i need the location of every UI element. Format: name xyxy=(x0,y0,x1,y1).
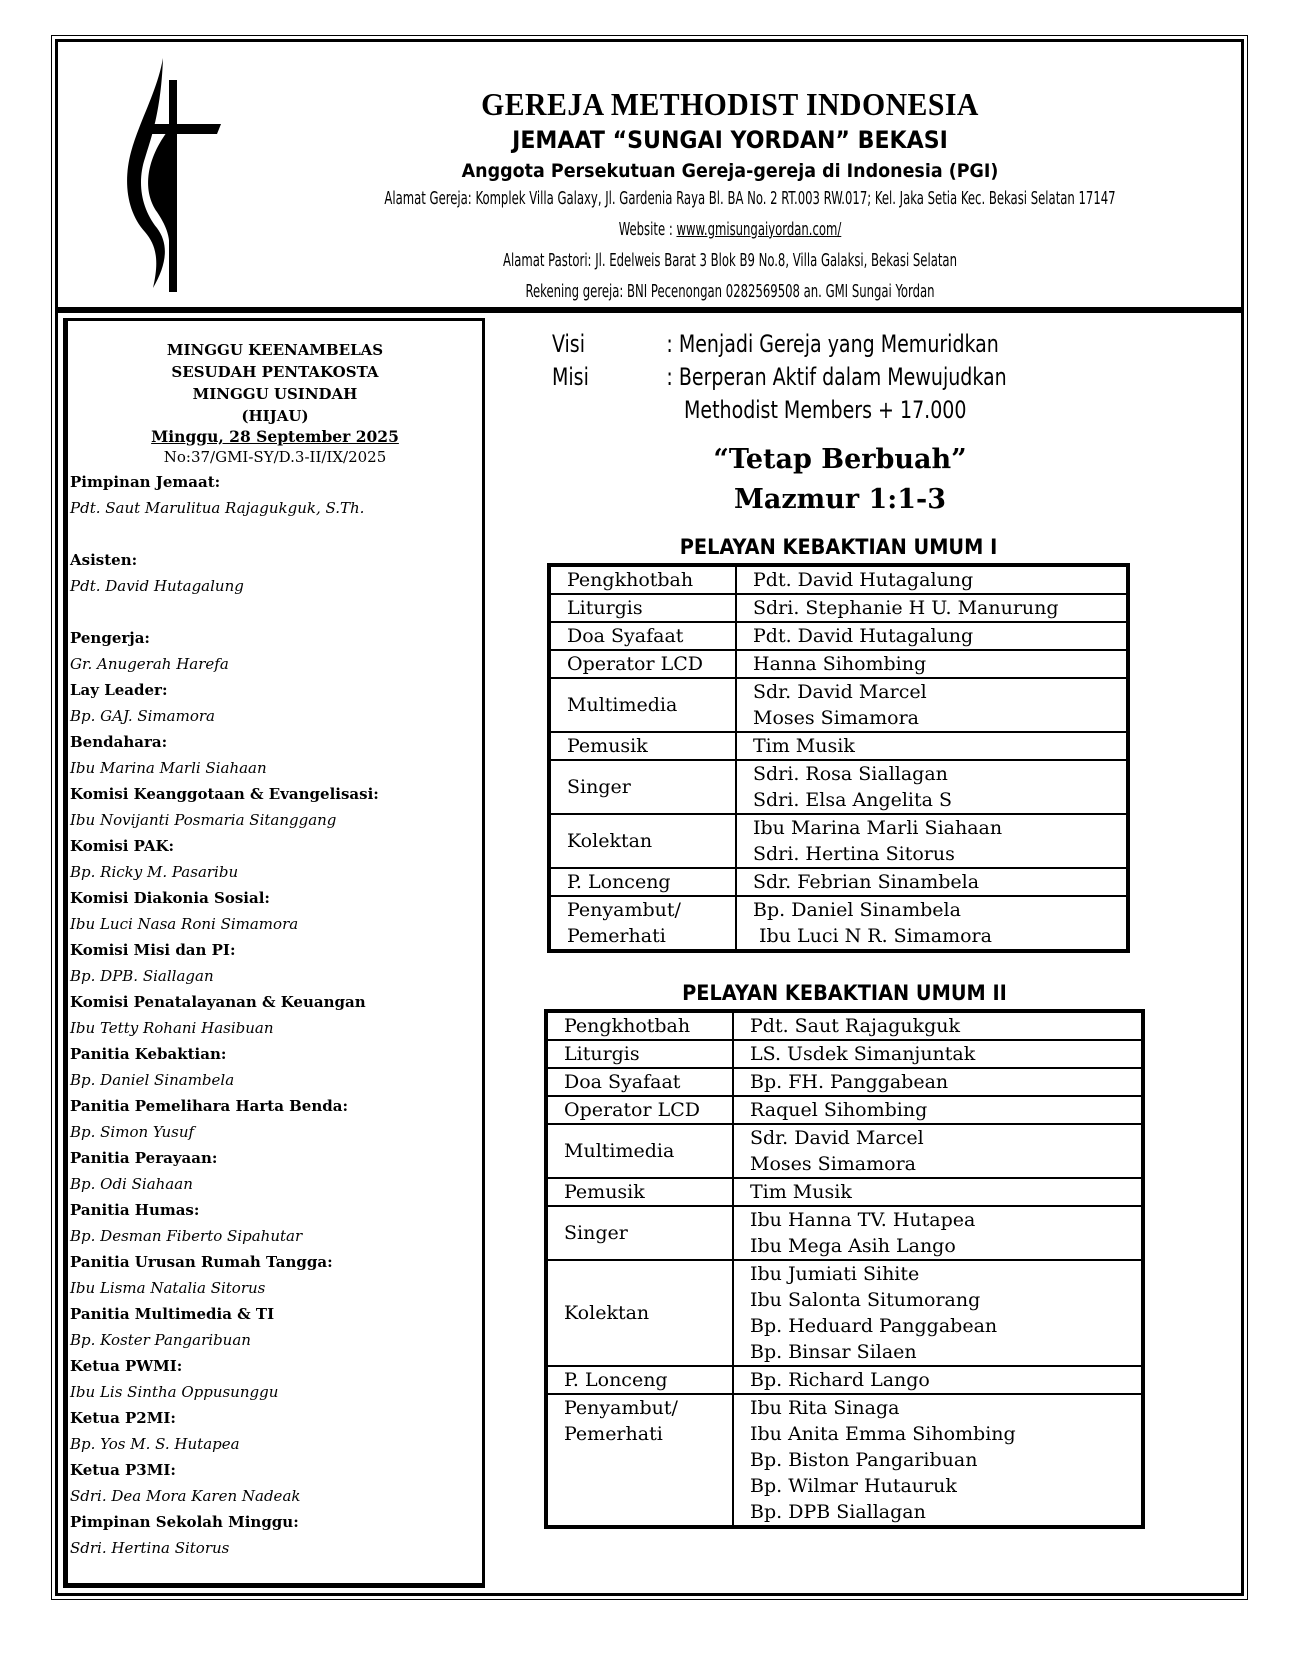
week-line: MINGGU KEENAMBELAS xyxy=(166,341,384,359)
officer-name: Bp. DPB. Siallagan xyxy=(70,967,214,985)
servant-name: Tim Musik xyxy=(753,735,855,757)
names-cell xyxy=(733,1206,1143,1260)
mission-text: : Berperan Aktif dalam Mewujudkan xyxy=(666,363,1007,391)
service-1-table xyxy=(547,563,1130,953)
officer-role: Panitia Multimedia & TI xyxy=(70,1305,275,1323)
role-cell xyxy=(546,1040,733,1068)
church-address: Alamat Gereja: Komplek Villa Galaxy, Jl. Gardenia Raya Bl. BA No. 2 RT.003 RW.017; Kel. Jaka Setia Kec. Bekasi Selatan 17147 xyxy=(384,188,1116,209)
names-cell xyxy=(733,1068,1143,1096)
servant-name: Moses Simamora xyxy=(750,1153,916,1175)
role-label: Pengkhotbah xyxy=(564,1015,691,1037)
servant-name: Ibu Luci N R. Simamora xyxy=(753,925,992,947)
servant-name: Tim Musik xyxy=(750,1181,852,1203)
role-cell xyxy=(549,650,736,678)
liturgical-week xyxy=(68,339,482,427)
role-label: Doa Syafaat xyxy=(567,625,684,647)
officer-name: Bp. Daniel Sinambela xyxy=(70,1071,235,1089)
service-2-table xyxy=(544,1009,1145,1529)
officers-sidebar xyxy=(63,318,485,1588)
servant-name: Sdr. Febrian Sinambela xyxy=(753,871,980,893)
role-label: Kolektan xyxy=(564,1302,650,1324)
officer-name: Bp. Odi Siahaan xyxy=(70,1175,193,1193)
role-cell xyxy=(546,1096,733,1124)
servant-name: Pdt. Saut Rajagukguk xyxy=(750,1015,961,1037)
names-cell xyxy=(733,1366,1143,1394)
vision-text: : Menjadi Gereja yang Memuridkan xyxy=(666,330,999,358)
role-label: P. Lonceng xyxy=(567,871,671,893)
officer-name: Gr. Anugerah Harefa xyxy=(70,655,229,673)
role-cell xyxy=(546,1366,733,1394)
names-cell xyxy=(736,650,1128,678)
table-row xyxy=(546,1394,1143,1527)
names-cell xyxy=(736,868,1128,896)
names-cell xyxy=(733,1096,1143,1124)
mission-text-2: Methodist Members + 17.000 xyxy=(684,396,967,424)
website-line xyxy=(384,219,1075,240)
officer-name: Ibu Lisma Natalia Sitorus xyxy=(70,1279,266,1297)
servant-name: Ibu Hanna TV. Hutapea xyxy=(750,1209,976,1231)
service-1-title: PELAYAN KEBAKTIAN UMUM I xyxy=(679,535,998,559)
week-line: MINGGU USINDAH xyxy=(192,385,358,403)
role-cell xyxy=(549,678,736,732)
role-label: Liturgis xyxy=(564,1043,640,1065)
officer-name: Sdri. Dea Mora Karen Nadeak xyxy=(70,1487,301,1505)
role-cell xyxy=(549,622,736,650)
week-line: SESUDAH PENTAKOSTA xyxy=(171,363,379,381)
servant-name: LS. Usdek Simanjuntak xyxy=(750,1043,976,1065)
officer-role: Ketua P3MI: xyxy=(70,1461,176,1479)
officer-role: Pimpinan Sekolah Minggu: xyxy=(70,1513,299,1531)
officer-role: Komisi Penatalayanan & Keuangan xyxy=(70,993,366,1011)
servant-name: Sdr. David Marcel xyxy=(750,1127,924,1149)
officer-role: Ketua PWMI: xyxy=(70,1357,183,1375)
service-2-title: PELAYAN KEBAKTIAN UMUM II xyxy=(682,981,1007,1005)
website-label: Website : xyxy=(618,219,677,240)
role-cell xyxy=(549,814,736,868)
servant-name: Ibu Rita Sinaga xyxy=(750,1397,900,1419)
scripture-reference: Mazmur 1:1-3 xyxy=(733,484,947,515)
sermon-theme: “Tetap Berbuah” xyxy=(713,444,967,475)
role-label: Pemusik xyxy=(567,735,648,757)
role-cell xyxy=(546,1011,733,1040)
officer-name: Bp. Ricky M. Pasaribu xyxy=(70,863,239,881)
names-cell xyxy=(736,760,1128,814)
role-cell xyxy=(549,565,736,594)
role-cell xyxy=(549,732,736,760)
role-label: Doa Syafaat xyxy=(564,1071,681,1093)
role-cell xyxy=(549,868,736,896)
role-label: P. Lonceng xyxy=(564,1369,668,1391)
officer-name: Ibu Lis Sintha Oppusunggu xyxy=(70,1383,279,1401)
role-label: Singer xyxy=(564,1222,628,1244)
website-link[interactable]: www.gmisungaiyordan.com/ xyxy=(676,219,842,240)
servant-name: Ibu Mega Asih Lango xyxy=(750,1235,956,1257)
names-cell xyxy=(733,1011,1143,1040)
servant-name: Sdri. Elsa Angelita S xyxy=(753,789,953,811)
servant-name: Bp. Biston Pangaribuan xyxy=(750,1449,978,1471)
officer-name: Ibu Luci Nasa Roni Simamora xyxy=(70,915,299,933)
mission-label: Misi xyxy=(552,363,589,391)
officer-role: Bendahara: xyxy=(70,733,168,751)
names-cell xyxy=(733,1124,1143,1178)
names-cell xyxy=(733,1040,1143,1068)
role-cell xyxy=(546,1394,733,1527)
cross-and-flame-icon xyxy=(105,52,235,292)
names-cell xyxy=(736,622,1128,650)
officer-role: Asisten: xyxy=(70,551,138,569)
officer-name: Bp. Koster Pangaribuan xyxy=(70,1331,251,1349)
role-label: Pemerhati xyxy=(567,925,666,947)
bank-account: Rekening gereja: BNI Pecenongan 0282569508 an. GMI Sungai Yordan xyxy=(525,281,935,302)
table-row xyxy=(549,896,1128,951)
officers-list xyxy=(68,469,482,1561)
servant-name: Bp. Binsar Silaen xyxy=(750,1341,917,1363)
servant-name: Bp. DPB Siallagan xyxy=(750,1501,926,1523)
mission-line-2 xyxy=(552,396,966,424)
officer-name: Sdri. Hertina Sitorus xyxy=(70,1539,230,1557)
servant-name: Pdt. David Hutagalung xyxy=(753,569,974,591)
officer-role: Panitia Humas: xyxy=(70,1201,200,1219)
officer-role: Komisi Misi dan PI: xyxy=(70,941,236,959)
servant-name: Ibu Jumiati Sihite xyxy=(750,1263,920,1285)
names-cell xyxy=(736,896,1128,951)
officer-role: Pimpinan Jemaat: xyxy=(70,473,221,491)
role-label: Pemusik xyxy=(564,1181,645,1203)
table-row xyxy=(549,760,1128,814)
servant-name: Sdri. Stephanie H U. Manurung xyxy=(753,597,1059,619)
role-label: Operator LCD xyxy=(564,1099,700,1121)
spacer xyxy=(70,599,482,625)
table-row xyxy=(549,678,1128,732)
officer-role: Pengerja: xyxy=(70,629,150,647)
officer-role: Panitia Urusan Rumah Tangga: xyxy=(70,1253,333,1271)
officer-role: Ketua P2MI: xyxy=(70,1409,176,1427)
cross-horizontal-bar xyxy=(149,124,221,134)
officer-role: Panitia Pemelihara Harta Benda: xyxy=(70,1097,349,1115)
names-cell xyxy=(736,732,1128,760)
servant-name: Ibu Marina Marli Siahaan xyxy=(753,817,1003,839)
role-label: Operator LCD xyxy=(567,653,703,675)
membership-line: Anggota Persekutuan Gereja-gereja di Indonesia (PGI) xyxy=(461,160,999,182)
officer-name: Bp. Yos M. S. Hutapea xyxy=(70,1435,240,1453)
officer-role: Komisi Diakonia Sosial: xyxy=(70,889,270,907)
names-cell xyxy=(736,814,1128,868)
officer-name: Bp. Simon Yusuf xyxy=(70,1123,195,1141)
servant-name: Sdri. Hertina Sitorus xyxy=(753,843,955,865)
role-label: Penyambut/ xyxy=(567,899,681,921)
role-label: Pengkhotbah xyxy=(567,569,694,591)
officer-role: Komisi Keanggotaan & Evangelisasi: xyxy=(70,785,379,803)
table-row xyxy=(549,565,1128,594)
servant-name: Moses Simamora xyxy=(753,707,919,729)
servant-name: Hanna Sihombing xyxy=(753,653,927,675)
names-cell xyxy=(736,678,1128,732)
table-row xyxy=(546,1011,1143,1040)
cross-vertical-bar xyxy=(169,80,177,292)
officer-name: Bp. GAJ. Simamora xyxy=(70,707,215,725)
servant-name: Bp. FH. Panggabean xyxy=(750,1071,949,1093)
table-row xyxy=(546,1206,1143,1260)
role-cell xyxy=(549,594,736,622)
table-row xyxy=(549,814,1128,868)
role-label: Multimedia xyxy=(567,694,678,716)
officer-role: Lay Leader: xyxy=(70,681,168,699)
table-row xyxy=(546,1068,1143,1096)
role-cell xyxy=(546,1178,733,1206)
role-cell xyxy=(546,1124,733,1178)
table-row xyxy=(546,1096,1143,1124)
officer-role: Panitia Perayaan: xyxy=(70,1149,218,1167)
church-name: GEREJA METHODIST INDONESIA xyxy=(481,86,979,122)
role-label: Singer xyxy=(567,776,631,798)
role-label: Penyambut/ xyxy=(564,1397,678,1419)
role-cell xyxy=(549,896,736,951)
pastorate-address: Alamat Pastori: Jl. Edelweis Barat 3 Blok B9 No.8, Villa Galaksi, Bekasi Selatan xyxy=(503,250,957,271)
officer-role: Panitia Kebaktian: xyxy=(70,1045,227,1063)
table-row xyxy=(546,1178,1143,1206)
bulletin-number: No:37/GMI-SY/D.3-II/IX/2025 xyxy=(163,448,387,466)
names-cell xyxy=(733,1394,1143,1527)
vision-label: Visi xyxy=(552,330,585,358)
names-cell xyxy=(736,594,1128,622)
servant-name: Sdri. Rosa Siallagan xyxy=(753,763,948,785)
officer-name: Ibu Novijanti Posmaria Sitanggang xyxy=(70,811,337,829)
role-cell xyxy=(549,760,736,814)
role-cell xyxy=(546,1206,733,1260)
servant-name: Pdt. David Hutagalung xyxy=(753,625,974,647)
service-date: Minggu, 28 September 2025 xyxy=(151,427,399,446)
servant-name: Ibu Anita Emma Sihombing xyxy=(750,1423,1016,1445)
table-row xyxy=(546,1124,1143,1178)
table-row xyxy=(549,650,1128,678)
officer-name: Pdt. David Hutagalung xyxy=(70,577,244,595)
servant-name: Ibu Salonta Situmorang xyxy=(750,1289,981,1311)
role-label: Pemerhati xyxy=(564,1423,663,1445)
role-cell xyxy=(546,1068,733,1096)
table-row xyxy=(549,594,1128,622)
mission-line xyxy=(552,363,1007,391)
table-row xyxy=(549,732,1128,760)
servant-name: Bp. Wilmar Hutauruk xyxy=(750,1475,957,1497)
names-cell xyxy=(733,1178,1143,1206)
officer-name: Ibu Tetty Rohani Hasibuan xyxy=(70,1019,274,1037)
role-cell xyxy=(546,1260,733,1366)
role-label: Liturgis xyxy=(567,597,643,619)
role-label: Kolektan xyxy=(567,830,653,852)
officer-role: Komisi PAK: xyxy=(70,837,175,855)
servant-name: Raquel Sihombing xyxy=(750,1099,928,1121)
servant-name: Bp. Daniel Sinambela xyxy=(753,899,961,921)
servant-name: Bp. Richard Lango xyxy=(750,1369,930,1391)
names-cell xyxy=(733,1260,1143,1366)
table-row xyxy=(546,1366,1143,1394)
servant-name: Bp. Heduard Panggabean xyxy=(750,1315,998,1337)
congregation-name: JEMAAT “SUNGAI YORDAN” BEKASI xyxy=(512,126,948,154)
table-row xyxy=(549,622,1128,650)
names-cell xyxy=(736,565,1128,594)
vision-line xyxy=(552,330,999,358)
officer-name: Pdt. Saut Marulitua Rajagukguk, S.Th. xyxy=(70,499,365,517)
table-row xyxy=(549,868,1128,896)
week-line: (HIJAU) xyxy=(241,407,309,425)
spacer xyxy=(70,521,482,547)
header-divider xyxy=(55,307,1244,313)
table-row xyxy=(546,1260,1143,1366)
servant-name: Sdr. David Marcel xyxy=(753,681,927,703)
role-label: Multimedia xyxy=(564,1140,675,1162)
officer-name: Ibu Marina Marli Siahaan xyxy=(70,759,267,777)
table-row xyxy=(546,1040,1143,1068)
officer-name: Bp. Desman Fiberto Sipahutar xyxy=(70,1227,303,1245)
